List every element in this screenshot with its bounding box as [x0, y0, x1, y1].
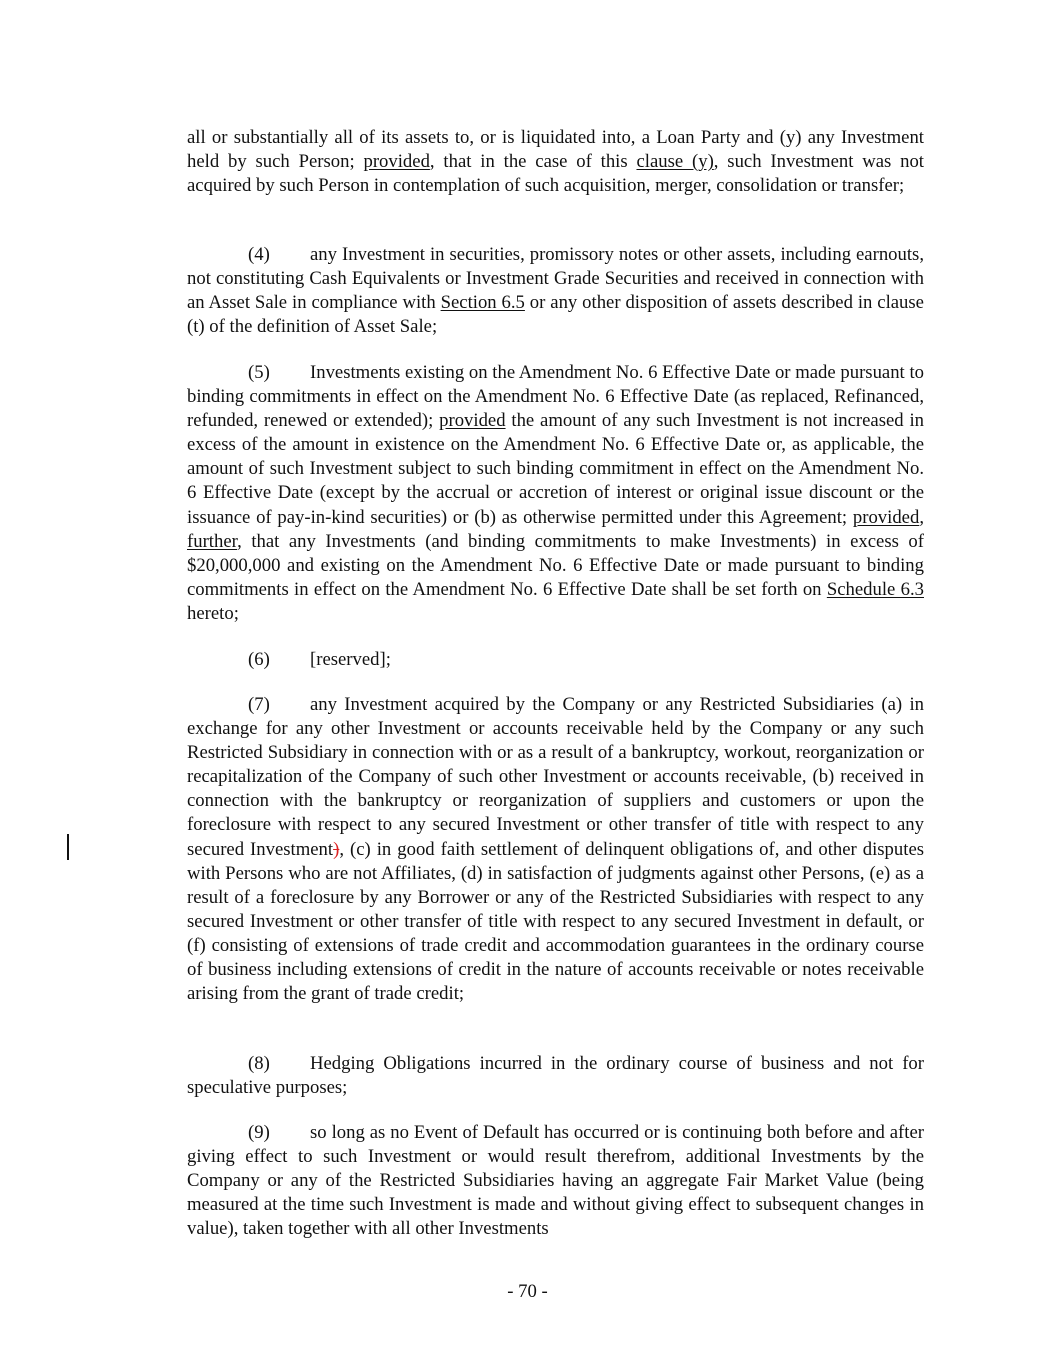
paragraph-text: , that any Investments (and binding commitments to make Investments) in excess of $20,000,000 and existing on the Amendment No. 6 Effective Date or made pursuant to binding commitments in effect on the Amendment No. 6 Effective Date shall be set forth on — [187, 530, 924, 600]
underlined-term: provided — [852, 506, 920, 528]
underlined-term: provided — [439, 410, 506, 432]
paragraph-9 — [187, 1121, 924, 1241]
paragraph-4 — [187, 243, 924, 339]
paragraph-6 — [187, 648, 924, 672]
paragraph-text: any Investment acquired by the Company or any Restricted Subsidiaries (a) in exchange for any other Investment or accounts receivable held by the Company or any such Restricted Subsidiary in connection with or as a result of a bankruptcy, workout, reorganization or recapitalization of the Company of such other Investment or accounts receivable, (b) received in connection with the bankruptcy or reorganization of suppliers and customers or upon the foreclosure with respect to any secured Investment or other transfer of title with respect to any secured Investment — [187, 694, 924, 860]
underlined-term: further — [187, 530, 238, 552]
paragraph-text: the amount of any such Investment is not increased in excess of the amount in existence on the Amendment No. 6 Effective Date or, as applicable, the amount of such Investment subject to such binding commitment in effect on the Amendment No. 6 Effective Date (except by the accrual or accretion of interest or original issue discount or the issuance of pay-in-kind securities) or (b) as otherwise permitted under this Agreement; — [187, 410, 924, 528]
paragraph-text: [reserved]; — [310, 649, 391, 670]
clause-number: (4) — [248, 244, 270, 265]
paragraph-text: so long as no Event of Default has occurred or is continuing both before and after giving effect to such Investment or would result therefrom, additional Investments by the Company or any of the Restricted Subsidiaries having an aggregate Fair Market Value (being measured at the time such Investment is made and without giving effect to subsequent changes in value), taken together with all other Investments — [187, 1122, 924, 1240]
clause-number: (7) — [248, 694, 270, 715]
paragraph-8 — [187, 1052, 924, 1100]
paragraph-7 — [187, 693, 924, 1006]
paragraph-5 — [187, 361, 924, 626]
paragraph-text: , that in the case of this — [429, 151, 637, 173]
paragraph-text: or any other disposition of assets described in clause (t) of the definition of Asset Sale; — [187, 292, 924, 338]
paragraph-text: Investments existing on the Amendment No. 6 Effective Date or made pursuant to binding commitments in effect on the Amendment No. 6 Effective Date (as replaced, Refinanced, refunded, renewed or extended); — [187, 362, 924, 432]
underlined-term: Schedule 6.3 — [826, 578, 924, 600]
clause-number: (5) — [248, 362, 270, 383]
clause-number: (8) — [248, 1053, 270, 1074]
paragraph-text: Hedging Obligations incurred in the ordinary course of business and not for speculative purposes; — [187, 1053, 924, 1099]
paragraph-text: , — [919, 506, 924, 528]
revision-change-bar — [67, 834, 69, 860]
page-number: - 70 - — [507, 1281, 548, 1302]
underlined-term: provided — [363, 151, 430, 173]
paragraph-text: , (c) in good faith settlement of delinquent obligations of, and other disputes with Persons who are not Affiliates, (d) in satisfaction of judgments against other Persons, (e) as a result of a foreclosure by any Borrower or any of the Restricted Subsidiaries with respect to any secured Investment or other transfer of title with respect to any secured Investment in default, or (f) consisting of extensions of trade credit and accommodation guarantees in the ordinary course of business including extensions of credit in the nature of accounts receivable or notes receivable arising from the grant of trade credit; — [187, 838, 925, 1005]
clause-number: (9) — [248, 1122, 270, 1143]
paragraph-text: all or substantially all of its assets to, or is liquidated into, a Loan Party and (y) any Investment held by such Person; — [187, 127, 924, 173]
paragraph-continuation — [187, 126, 924, 198]
underlined-term: clause (y) — [636, 151, 714, 173]
clause-number: (6) — [248, 649, 270, 670]
paragraph-text: hereto; — [187, 602, 239, 624]
paragraph-text: , such Investment was not acquired by such Person in contemplation of such acquisition, merger, consolidation or transfer; — [187, 151, 924, 197]
deleted-text: ) — [333, 838, 340, 860]
underlined-term: Section 6.5 — [440, 292, 525, 314]
paragraph-text: any Investment in securities, promissory notes or other assets, including earnouts, not constituting Cash Equivalents or Investment Grade Securities and received in connection with an Asset Sale in compliance with — [187, 244, 924, 314]
